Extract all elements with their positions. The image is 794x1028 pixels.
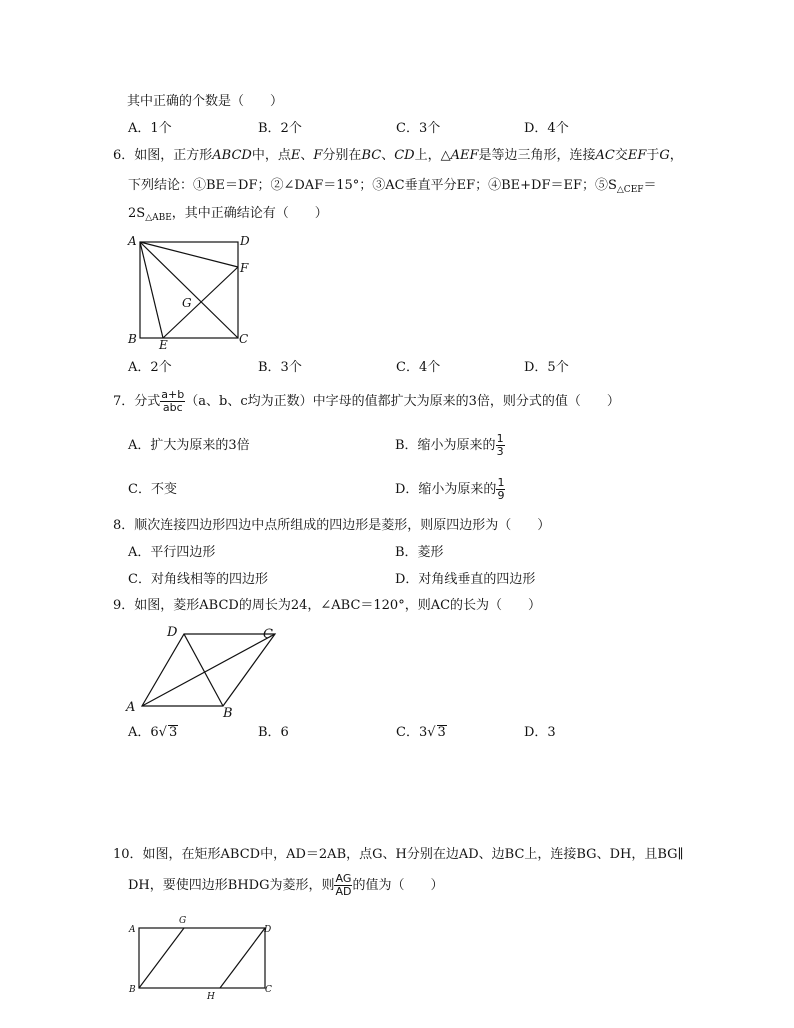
q10-label-b: B (129, 985, 136, 995)
q6-label-f: F (240, 261, 249, 275)
q6-option-c[interactable]: C．4个 (396, 360, 441, 375)
q8-option-d[interactable]: D．对角线垂直的四边形 (395, 572, 536, 587)
q6-option-b[interactable]: B．3个 (258, 360, 302, 375)
q10-label-h: H (207, 992, 215, 1002)
q9-label-c: C (263, 627, 273, 642)
q9-option-a[interactable]: A．6√ 3 (128, 725, 178, 740)
q7-option-b[interactable]: B．缩小为原来的 $\frac{1}{3}$ (395, 432, 504, 458)
q9-rhombus-figure (122, 620, 292, 720)
q8-option-a[interactable]: A．平行四边形 (128, 545, 216, 560)
q6-line3: $2S_{\triangle ABE}$，其中正确结论有（ ） (128, 206, 328, 223)
q7-option-c[interactable]: C．不变 (128, 482, 177, 497)
q9-label-d: D (167, 625, 178, 640)
q8-option-b[interactable]: B．菱形 (395, 545, 444, 560)
q10-rectangle-figure (122, 910, 282, 1005)
q5-option-a[interactable]: A．1个 (128, 121, 172, 136)
q9-label-a: A (126, 700, 136, 715)
q6-label-c: C (239, 332, 249, 346)
q5-option-b[interactable]: B．2个 (258, 121, 302, 136)
q6-option-d[interactable]: D．5个 (524, 360, 569, 375)
q9-stem: 9．如图，菱形ABCD的周长为24，∠ABC＝120°，则AC的长为（ ） (113, 598, 542, 613)
q8-stem: 8．顺次连接四边形四边中点所组成的四边形是菱形，则原四边形为（ ） (113, 518, 551, 533)
q5-option-c[interactable]: C．3个 (396, 121, 441, 136)
q7-stem: 7．分式 $\frac{a+b}{\text{abc}}$ （a、b、c均为正数）中字母的值都扩大为原来的3倍，则分式的值（ ） (113, 388, 620, 414)
q9-option-c[interactable]: C．3√ 3 (396, 725, 446, 740)
q7-fraction: $\frac{a+b}{\text{abc}}$ (161, 388, 185, 414)
q10-line1: 10．如图，在矩形ABCD中，AD＝2AB，点G、H分别在边AD、边BC上，连接BG、DH，且BG∥ (113, 847, 684, 862)
q6-line1: 6．如图，正方形ABCD中，点E、F分别在BC、CD上，△AEF是等边三角形，连接AC交EF于G， (113, 148, 683, 163)
q5-tail: 其中正确的个数是（ ） (127, 94, 284, 109)
q10-line2: DH，要使四边形BHDG为菱形，则 $\frac{AG}{AD}$ 的值为（ ） (128, 872, 444, 898)
q10-label-g: G (179, 916, 187, 926)
q5-option-d[interactable]: D．4个 (524, 121, 569, 136)
q6-label-a: A (128, 234, 137, 248)
q6-label-e: E (159, 338, 168, 350)
q6-option-a[interactable]: A．2个 (128, 360, 172, 375)
q6-label-d: D (240, 234, 250, 248)
q6-line2: 下列结论：①BE＝DF；②∠DAF＝15°；③AC垂直平分EF；④BE+DF＝EF；$⑤S_{\triangle CEF}=$ (128, 178, 657, 195)
q6-label-g: G (182, 296, 192, 310)
q6-label-b: B (128, 332, 137, 346)
q7-option-a[interactable]: A．扩大为原来的3倍 (128, 438, 250, 453)
q10-label-d: D (264, 925, 272, 935)
q9-option-b[interactable]: B．6 (258, 725, 289, 740)
q6-square-figure (122, 230, 257, 350)
q7-option-d[interactable]: D．缩小为原来的 $\frac{1}{9}$ (395, 476, 505, 502)
q10-label-a: A (129, 925, 136, 935)
q9-option-d[interactable]: D．3 (524, 725, 556, 740)
q9-label-b: B (223, 706, 233, 720)
q10-label-c: C (265, 985, 272, 995)
q8-option-c[interactable]: C．对角线相等的四边形 (128, 572, 268, 587)
